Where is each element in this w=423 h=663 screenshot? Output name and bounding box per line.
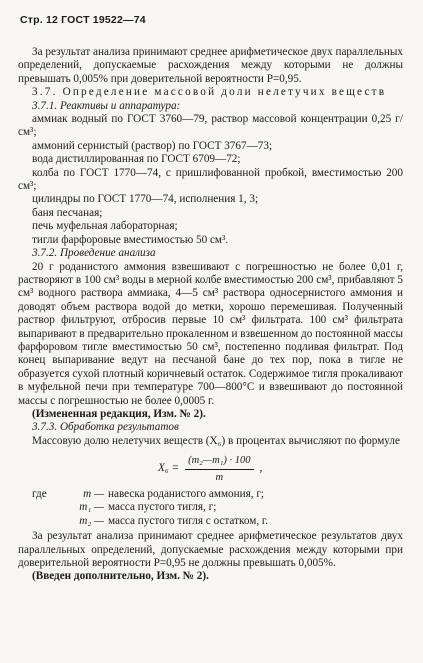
definition-text: масса пустого тигля, г; — [108, 501, 217, 514]
page-header: Стр. 12 ГОСТ 19522—74 — [20, 14, 146, 26]
formula-fraction — [185, 454, 253, 484]
paragraph-result-intro: За результат анализа принимают среднее арифметическое двух параллельных определений, допускаемые расхождения между которыми не должны превышать 0,005% при доверительной вероятности P=0,95. — [18, 46, 403, 85]
variable-definitions — [18, 488, 403, 528]
formula-numerator: (m₂—m₁) · 100 — [185, 454, 253, 469]
reagent-item: вода дистиллированная по ГОСТ 6709—72; — [32, 153, 241, 166]
formula-lhs: X₆ = — [158, 462, 180, 475]
definition-symbol: m₁ — — [79, 501, 104, 514]
section-3-7-1-title: 3.7.1. Реактивы и аппаратура: — [32, 99, 181, 112]
formula-denominator: m — [215, 471, 224, 483]
paragraph-calculation: Массовую долю нелетучих веществ (X₆) в процентах вычисляют по формуле — [32, 434, 400, 447]
definition-symbol: m₂ — — [79, 514, 104, 527]
reagent-item: аммоний сернистый (раствор) по ГОСТ 3767—73; — [32, 139, 273, 152]
definition-text: масса пустого тигля с остатком, г. — [108, 514, 269, 527]
section-3-7-2-title: 3.7.2. Проведение анализа — [32, 247, 156, 260]
section-3-7-title: 3.7. Определение массовой доли нелетучих веществ — [32, 86, 387, 99]
reagent-item: печь муфельная лабораторная; — [32, 220, 178, 233]
where-label: где — [32, 488, 47, 500]
formula — [158, 454, 403, 484]
reagent-item: аммиак водный по ГОСТ 3760—79, раствор массовой концентрации 0,25 г/см³; — [18, 113, 403, 139]
document-body — [18, 46, 403, 584]
reagent-item: колба по ГОСТ 1770—74, с пришлифованной пробкой, вместимостью 200 см³; — [18, 166, 403, 193]
definition-row — [18, 488, 403, 501]
amendment-note-1: (Измененная редакция, Изм. № 2). — [32, 407, 206, 420]
definition-row — [18, 501, 403, 514]
paragraph-analysis-procedure: 20 г роданистого аммония взвешивают с погрешностью не более 0,01 г, растворяют в 100 см³ воды в мерной колбе вместимостью 200 см³, прибавляют 5 см³ водного раствора аммиака, 4—5 см³ раствора односернистого аммония и доводят объем раствора водой до метки, хорошо перемешивая. Полученный раствор фильтруют, отбросив первые 10 см³ фильтрата. 100 см³ фильтрата выпаривают в предварительно прокаленном и взвешенном до постоянной массы фарфоровом тигле вместимостью 50 см³, постепенно подливая фильтрат. Под конец выпаривание ведут на песчаной бане до тех пор, пока в тигле не образуется сухой плотный коричневый остаток. Содержимое тигля прокаливают в муфельной печи при температуре 700—800°С и взвешивают до постоянной массы с погрешностью не более 0,0005 г. — [18, 260, 403, 407]
reagent-item: баня песчаная; — [32, 206, 103, 219]
reagent-item: тигли фарфоровые вместимостью 50 см³. — [32, 233, 229, 246]
section-3-7-3-title: 3.7.3. Обработка результатов — [32, 421, 179, 434]
amendment-note-2: (Введен дополнительно, Изм. № 2). — [32, 570, 209, 583]
definition-text: навеска роданистого аммония, г; — [108, 488, 265, 500]
definition-row — [18, 515, 403, 528]
paragraph-final-result: За результат анализа принимают среднее арифметическое результатов двух параллельных определений, допускаемые расхождения между которыми при доверительной вероятности P=0,95 не должны превышать 0,005%. — [18, 530, 403, 570]
reagents-list — [18, 113, 403, 247]
formula-tail: , — [259, 462, 263, 475]
reagent-item: цилиндры по ГОСТ 1770—74, исполнения 1, 3; — [32, 193, 259, 206]
definition-symbol: m — — [83, 488, 104, 500]
